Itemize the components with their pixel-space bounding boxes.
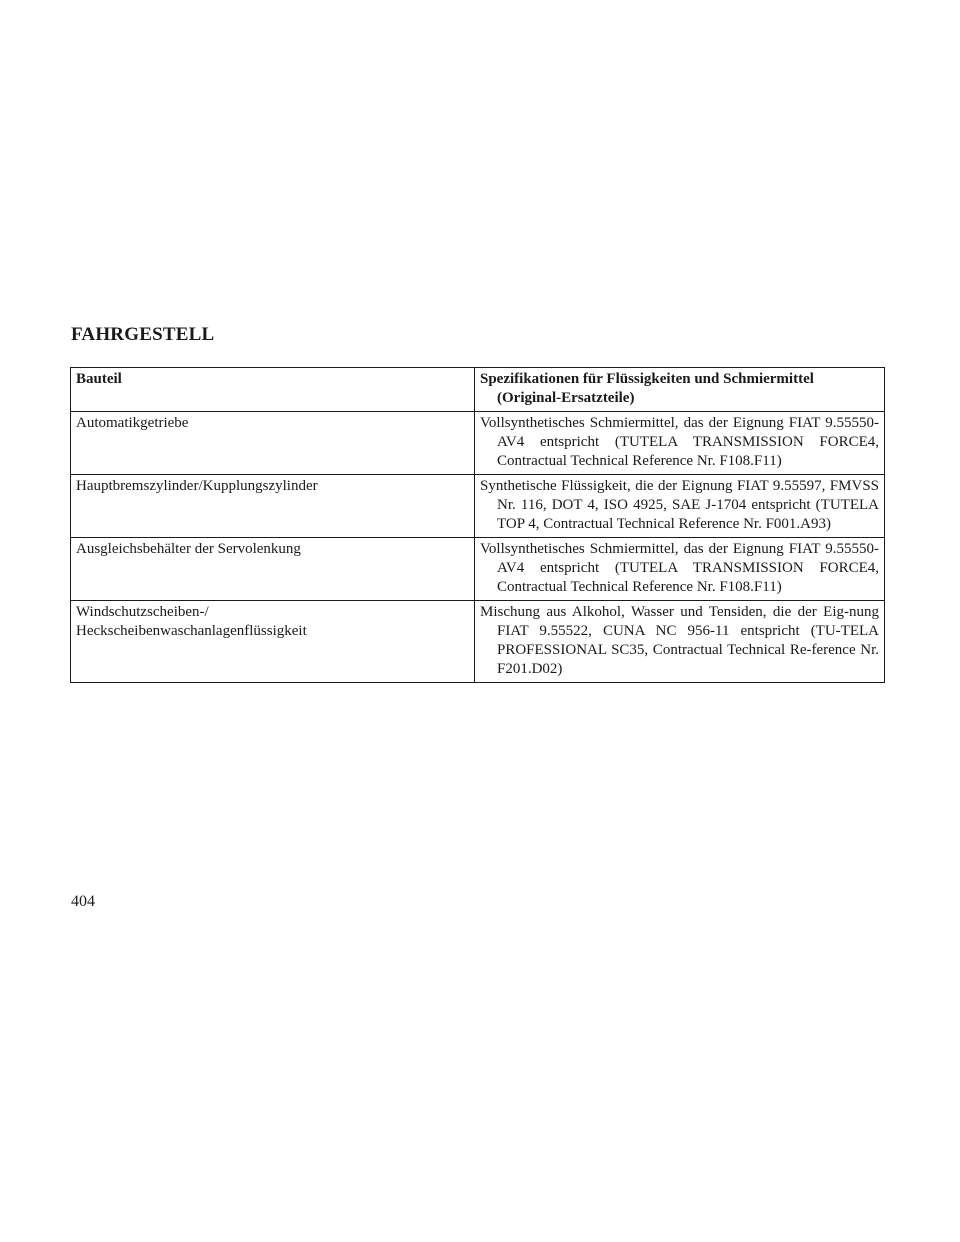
page-number: 404 — [71, 893, 95, 910]
table-row — [71, 412, 885, 475]
spec-table — [70, 367, 885, 683]
row-spec: Mischung aus Alkohol, Wasser und Tensiden, die der Eig-nung FIAT 9.55522, CUNA NC 956-11 entspricht (TU-TELA PROFESSIONAL SC35, Contractual Technical Re-ference Nr. F201.D02) — [475, 601, 885, 683]
header-part: Bauteil — [71, 368, 475, 412]
table-header-row — [71, 368, 885, 412]
row-part: Windschutzscheiben-/ Heckscheibenwaschanlagenflüssigkeit — [71, 601, 475, 683]
row-part: Automatikgetriebe — [71, 412, 475, 475]
row-spec: Synthetische Flüssigkeit, die der Eignung FIAT 9.55597, FMVSS Nr. 116, DOT 4, ISO 4925, SAE J-1704 entspricht (TUTELA TOP 4, Contractual Technical Reference Nr. F001.A93) — [475, 475, 885, 538]
header-spec: Spezifikationen für Flüssigkeiten und Schmiermittel (Original-Ersatzteile) — [475, 368, 885, 412]
table-row — [71, 601, 885, 683]
row-part: Hauptbremszylinder/Kupplungszylinder — [71, 475, 475, 538]
row-part: Ausgleichsbehälter der Servolenkung — [71, 538, 475, 601]
table-row — [71, 475, 885, 538]
row-spec: Vollsynthetisches Schmiermittel, das der Eignung FIAT 9.55550-AV4 entspricht (TUTELA TRANSMISSION FORCE4, Contractual Technical Reference Nr. F108.F11) — [475, 538, 885, 601]
section-title: FAHRGESTELL — [71, 324, 215, 345]
row-spec: Vollsynthetisches Schmiermittel, das der Eignung FIAT 9.55550-AV4 entspricht (TUTELA TRANSMISSION FORCE4, Contractual Technical Reference Nr. F108.F11) — [475, 412, 885, 475]
table-row — [71, 538, 885, 601]
